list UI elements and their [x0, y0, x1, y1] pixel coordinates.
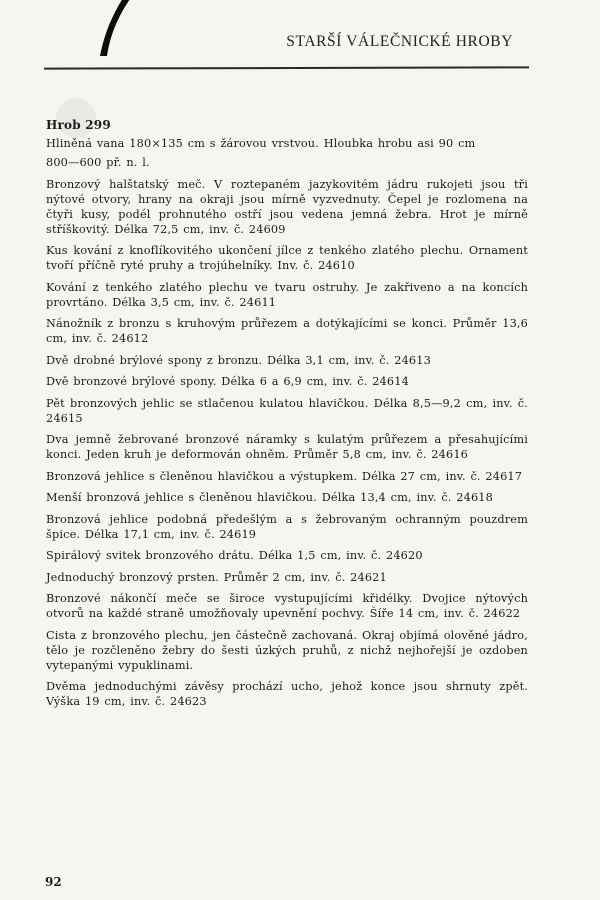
- paragraph-item: Dvěma jednoduchými závěsy prochází ucho, jehož konce jsou shrnuty zpět. Výška 19 cm, inv. č. 24623: [46, 680, 528, 708]
- section-title: Hrob 299: [46, 118, 111, 132]
- paragraph-item: Bronzová jehlice s členěnou hlavičkou a výstupkem. Délka 27 cm, inv. č. 24617: [46, 469, 523, 483]
- paragraph-item: Pět bronzových jehlic se stlačenou kulatou hlavičkou. Délka 8,5—9,2 cm, inv. č. 24615: [46, 396, 528, 425]
- paragraph-dating: 800—600 př. n. l.: [46, 156, 150, 169]
- paragraph-item: Dva jemně žebrované bronzové náramky s kulatým průřezem a přesahujícími konci. Jeden kruh je deformován ohněm. Průměr 5,8 cm, inv. č. 24616: [46, 433, 528, 461]
- paragraph-grave-description: Hliněná vana 180×135 cm s žárovou vrstvou. Hloubka hrobu asi 90 cm: [46, 137, 476, 150]
- paragraph-item: Bronzový halštatský meč. V roztepaném jazykovitém jádru rukojeti jsou tři nýtové otvory, hrany na okraji jsou mírně vyzvednuty. Čepel je rozlomena na čtyři kusy, podél prohnutého ostří jsou vedena jemná žebra. Hrot je mírně stříškovitý. Délka 72,5 cm, inv. č. 24609: [46, 177, 528, 236]
- paragraph-item: Jednoduchý bronzový prsten. Průměr 2 cm, inv. č. 24621: [46, 570, 387, 584]
- paragraph-item: Kus kování z knoflíkovitého ukončení jílce z tenkého zlatého plechu. Ornament tvoří příčně ryté pruhy a trojúhelníky. Inv. č. 24610: [46, 244, 528, 272]
- running-head: STARŠÍ VÁLEČNICKÉ HROBY: [286, 33, 513, 50]
- paragraph-item: Dvě bronzové brýlové spony. Délka 6 a 6,9 cm, inv. č. 24614: [46, 375, 409, 388]
- paragraph-item: Bronzová jehlice podobná předešlým a s žebrovaným ochranným pouzdrem špice. Délka 17,1 cm, inv. č. 24619: [46, 512, 528, 541]
- chapter-numeral-seven: [80, 0, 140, 60]
- main-content: [46, 118, 528, 716]
- paragraph-item: Cista z bronzového plechu, jen částečně zachovaná. Okraj objímá olověné jádro, tělo je rozčleněno žebry do šesti úzkých pruhů, z nichž nejhořejší je ozdoben vytepanými vypuklinami.: [46, 628, 528, 672]
- paragraph-item: Nánožník z bronzu s kruhovým průřezem a dotýkajícími se konci. Průměr 13,6 cm, inv. č. 24612: [46, 317, 528, 345]
- page-number: 92: [45, 875, 62, 889]
- paragraph-item: Kování z tenkého zlatého plechu ve tvaru ostruhy. Je zakřiveno a na koncích provrtáno. Délka 3,5 cm, inv. č. 24611: [46, 280, 528, 309]
- paragraph-item: Dvě drobné brýlové spony z bronzu. Délka 3,1 cm, inv. č. 24613: [46, 353, 431, 367]
- paragraph-item: Spirálový svitek bronzového drátu. Délka 1,5 cm, inv. č. 24620: [46, 549, 423, 562]
- paragraph-item: Bronzové nákončí meče se široce vystupujícími křidélky. Dvojice nýtových otvorů na každé straně umožňovaly upevnění pochvy. Šíře 14 cm, inv. č. 24622: [46, 592, 528, 620]
- paragraph-item: Menší bronzová jehlice s členěnou hlavičkou. Délka 13,4 cm, inv. č. 24618: [46, 491, 493, 504]
- header-rule: [44, 66, 529, 69]
